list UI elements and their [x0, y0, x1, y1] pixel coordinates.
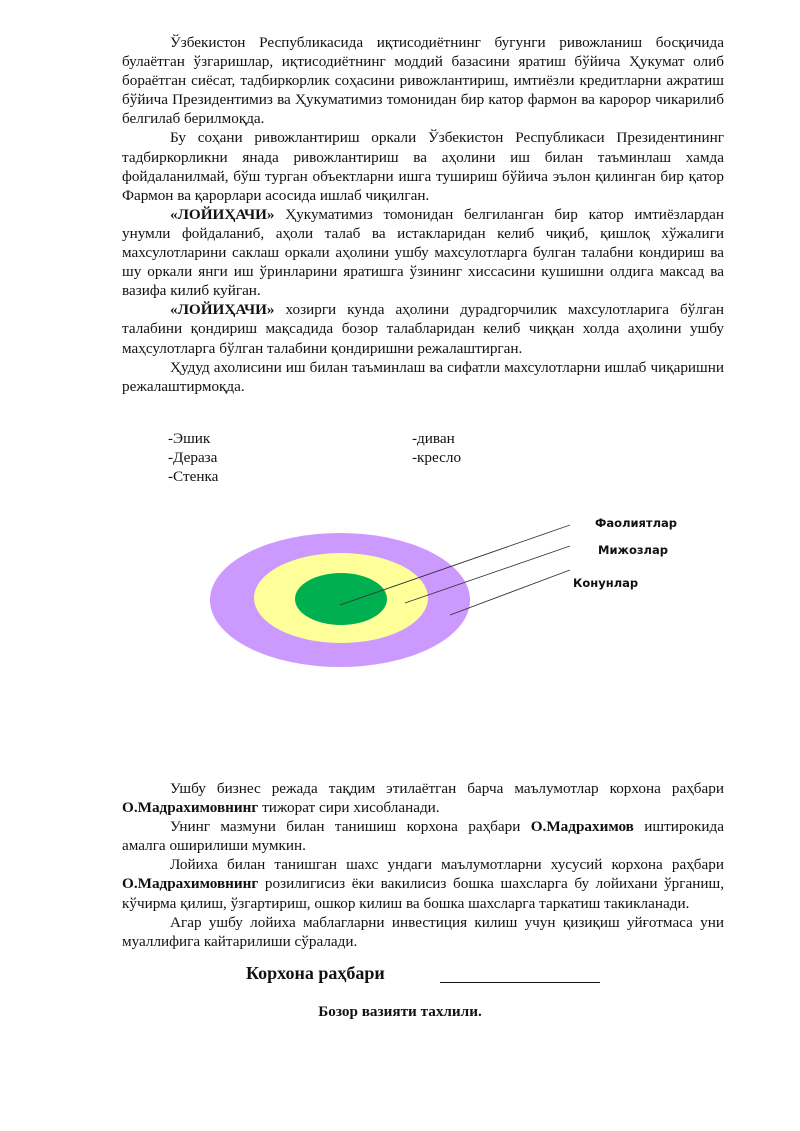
label-clients: Мижозлар — [598, 543, 668, 557]
section-title: Бозор вазияти тахлили. — [318, 1003, 482, 1020]
paragraph-text: иштирокида амалга оширилиши мумкин. — [122, 818, 724, 855]
product-item: -диван — [412, 430, 455, 447]
project-name: «ЛОЙИҲАЧИ» — [170, 301, 275, 319]
signature-line — [440, 982, 600, 983]
paragraph: Бу соҳани ривожлантириш оркали Ўзбекистон Республикаси Президентининг тадбиркорликни янада ривожлантириш ва аҳолини иш билан таъминлаш хамда фойдаланилмай, бўш турган объектларни ишга тушириш бўйича эълон қилинган бир қатор Фармон ва қарорлари асосида ишлаб чиқилган. — [122, 129, 724, 204]
product-item: -кресло — [412, 449, 462, 467]
confidentiality-text — [122, 779, 724, 951]
list-item — [168, 448, 588, 467]
label-activities: Фаолиятлар — [595, 516, 678, 530]
paragraph — [122, 779, 724, 817]
paragraph-text: Ҳукуматимиз томонидан белгиланган бир катор имтиёзлардан унумли фойдаланиб, аҳоли талаб ва истакларидан келиб чиқиб, қишлоқ хўжалиги махсулотларини саклаш оркали аҳолини ушбу махсулотларга булган талабни кондириш ва шу оркали янги иш ўринларини яратишга ўзининг хиссасини кушишни олдига максад ва вазифа килиб куйган. — [122, 205, 724, 300]
list-item — [168, 467, 588, 486]
product-item: -Эшик — [168, 430, 211, 447]
list-item — [168, 429, 588, 448]
director-name: О.Мадрахимовнинг — [122, 875, 259, 893]
paragraph-text: хозирги кунда аҳолини дурадгорчилик махсулотларига бўлган талабини қондириш мақсадида бозор талабларидан келиб чиққан холда аҳолини ушбу маҳсулотларга бўлган талабини қондиришни режалаштирган. — [122, 301, 724, 357]
label-laws: Конунлар — [573, 576, 639, 590]
signature-label: Корхона раҳбари — [246, 963, 385, 983]
paragraph: Агар ушбу лойиха маблагларни инвестиция килиш учун қизиқиш уйғотмаса уни муаллифига кайтарилиши сўралади. — [122, 913, 724, 950]
director-name: О.Мадрахимов — [530, 818, 634, 836]
paragraph — [122, 205, 724, 300]
paragraph: Ўзбекистон Республикасида иқтисодиётнинг бугунги ривожланиш босқичида булаётган ўзгаришлар, иқтисодиётнинг моддий базасини яратиш бўйича Ҳукумат олиб бораётган сиёсат, тадбиркорлик соҳасини ривожлантириш, имтиёзли кредитларни ажратиш бўйича Президентимиз ва Ҳукуматимиз томонидан бир катор фармон ва каророр чикарилиб белгилаб берилмоқда. — [122, 34, 724, 128]
product-item: -Дераза — [168, 449, 218, 467]
inner-ring — [295, 573, 387, 625]
paragraph — [122, 300, 724, 357]
paragraph — [122, 817, 724, 855]
paragraph-text: Унинг мазмуни билан танишиш корхона раҳбари — [170, 818, 531, 836]
paragraph-text: розилигисиз ёки вакилисиз бошка шахсларга бу лойихани ўрганиш, кўчирма қилиш, ўзгартириш, ошкор килиш ва бошка шахсларга таркатиш такикланади. — [122, 875, 724, 912]
paragraph: Ҳудуд ахолисини иш билан таъминлаш ва сифатли махсулотларни ишлаб чиқаришни режалаштирмоқда. — [122, 358, 724, 395]
paragraph-text: Лойиха билан танишган шахс ундаги маълумотларни хусусий корхона раҳбари — [170, 856, 724, 874]
paragraph-text: Ушбу бизнес режада тақдим этилаётган барча маълумотлар корхона раҳбари — [170, 780, 724, 797]
product-item: -Стенка — [168, 468, 219, 486]
product-list — [168, 429, 588, 486]
paragraph-text: тижорат сири хисобланади. — [258, 799, 440, 817]
intro-text — [122, 33, 724, 396]
paragraph — [122, 855, 724, 912]
project-name: «ЛОЙИҲАЧИ» — [170, 205, 275, 223]
concentric-diagram — [210, 510, 690, 680]
director-name: О.Мадрахимовнинг — [122, 799, 259, 817]
